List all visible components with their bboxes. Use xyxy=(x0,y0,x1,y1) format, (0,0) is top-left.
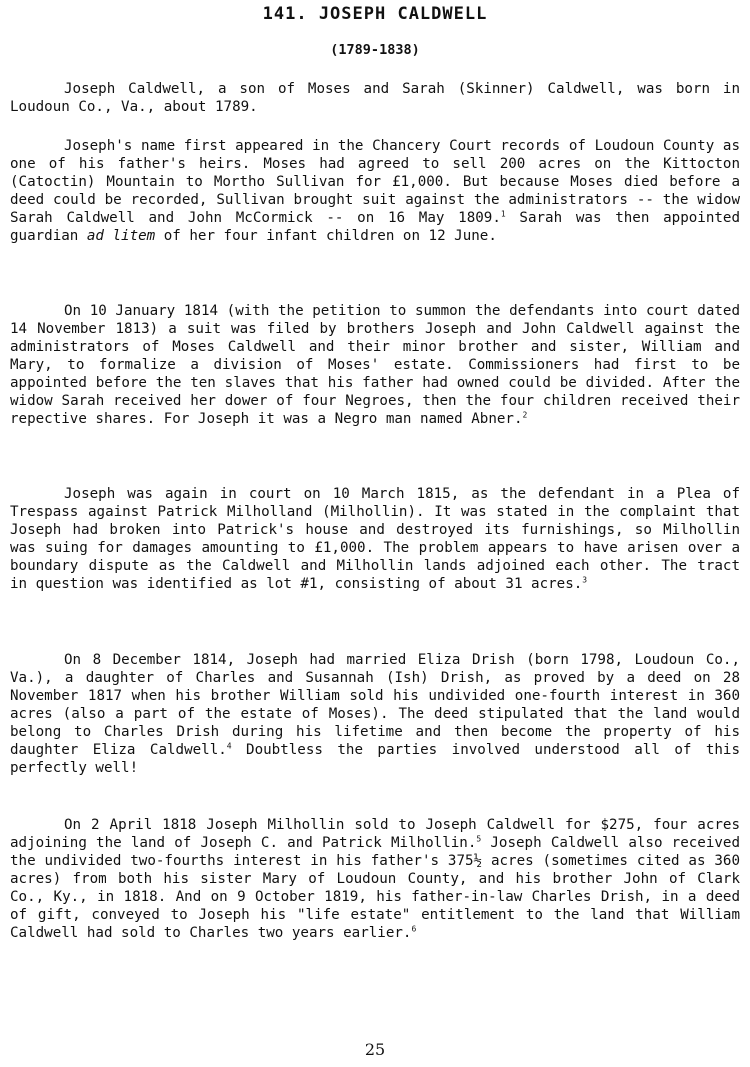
footnote-marker: 4 xyxy=(226,741,232,751)
footnote-marker: 5 xyxy=(476,834,482,844)
footnote-marker: 2 xyxy=(522,410,528,420)
life-dates: (1789-1838) xyxy=(330,42,420,58)
paragraph-3: On 10 January 1814 (with the petition to summon the defendants into court dated 14 November 1813) a suit was filed by brothers Joseph and John Caldwell against the administrators of Moses Caldwell and their minor brother and sister, William and Mary, to formalize a division of Moses' estate. Commissioners had first to be appointed before the ten slaves that his father had owned could be divided. After the widow Sarah received her dower of four Negroes, then the four children received their repective shares. For Joseph it was a Negro man named Abner.$^2$ xyxy=(10,303,740,427)
paragraph-1: Joseph Caldwell, a son of Moses and Sarah (Skinner) Caldwell, was born in Loudoun Co., Va., about 1789. xyxy=(10,81,740,115)
footnote-marker: 1 xyxy=(500,209,506,219)
footnote-marker: 3 xyxy=(582,575,588,585)
paragraph-5: On 8 December 1814, Joseph had married Eliza Drish (born 1798, Loudoun Co., Va.), a daughter of Charles and Susannah (Ish) Drish, as proved by a deed on 28 November 1817 when his brother William sold his undivided one-fourth interest in 360 acres (also a part of the estate of Moses). The deed stipulated that the land would belong to Charles Drish during his lifetime and then become the property of his daughter Eliza Caldwell.$^4$ Doubtless the parties involved understood all of this perfectly well! xyxy=(10,652,741,776)
paragraph-2: Joseph's name first appeared in the Chancery Court records of Loudoun County as one of his father's heirs. Moses had agreed to sell 200 acres on the Kittocton (Catoctin) Mountain to Mortho Sullivan for £1,000. But because Moses died before a deed could be recorded, Sullivan brought suit against the administrators -- the widow Sarah Caldwell and John McCormick -- on 16 May 1809.$^1$ Sarah was then appointed guardian ad litem of her four infant children on 12 June. xyxy=(10,138,740,244)
page-title: 141. JOSEPH CALDWELL xyxy=(262,4,488,24)
paragraph-6: On 2 April 1818 Joseph Milhollin sold to Joseph Caldwell for $275, four acres adjoining the land of Joseph C. and Patrick Milhollin.$^5$ Joseph Caldwell also received the undivided two-fourths interest in his father's 375½ acres (sometimes cited as 360 acres) from both his sister Mary of Loudoun County, and his brother John of Clark Co., Ky., in 1818. And on 9 October 1819, his father-in-law Charles Drish, in a deed of gift, conveyed to Joseph his "life estate" entitlement to the land that William Caldwell had sold to Charles two years earlier.$^6$ xyxy=(10,817,741,941)
page-number: 25 xyxy=(364,1040,386,1059)
latin-term: ad litem xyxy=(86,228,156,244)
footnote-marker: 6 xyxy=(411,924,417,934)
paragraph-4: Joseph was again in court on 10 March 1815, as the defendant in a Plea of Trespass against Patrick Milholland (Milhollin). It was stated in the complaint that Joseph had broken into Patrick's house and destroyed its furnishings, so Milhollin was suing for damages amounting to £1,000. The problem appears to have arisen over a boundary dispute as the Caldwell and Milhollin lands adjoined each other. The tract in question was identified as lot #1, consisting of about 31 acres.$^3$ xyxy=(10,486,740,592)
